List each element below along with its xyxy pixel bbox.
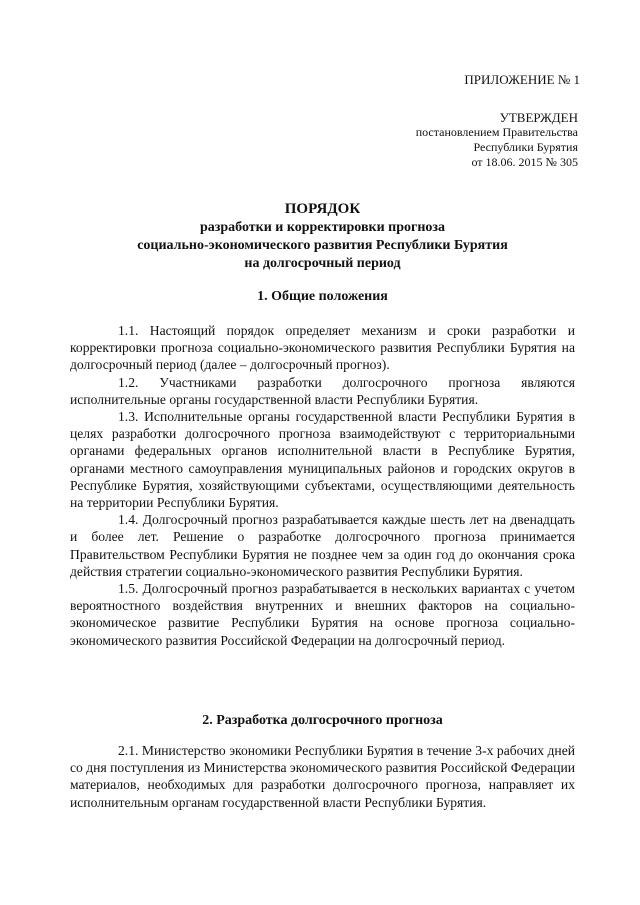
paragraph-1-4: 1.4. Долгосрочный прогноз разрабатывается каждые шесть лет на двенадцать и более лет. Решение о разработке долгосрочного прогноза принимается Правительством Республики Бурятия не позднее чем за один год до окончания срока действия стратегии социально-экономического развития Республики Бурятия.	[70, 512, 575, 579]
paragraph-1-1: 1.1. Настоящий порядок определяет механизм и сроки разработки и корректировки прогноза социально-экономического развития Республики Бурятия на долгосрочный период (далее – долгосрочный прогноз).	[70, 323, 575, 373]
section-1-title: 1. Общие положения	[257, 289, 388, 304]
title-line1: разработки и корректировки прогноза	[199, 220, 446, 235]
title-line2: социально-экономического развития Республики Бурятия	[137, 238, 508, 253]
section-2-body	[70, 742, 575, 811]
section-1-body	[70, 322, 575, 649]
title-main: ПОРЯДОК	[284, 201, 361, 217]
title-line3: на долгосрочный период	[244, 256, 401, 271]
paragraph-1-5: 1.5. Долгосрочный прогноз разрабатывается в нескольких вариантах с учетом вероятностного воздействия внутренних и внешних факторов на социально-экономическое развитие Республики Бурятия на основе прогноза социально-экономического развития Российской Федерации на долгосрочный период.	[70, 581, 575, 648]
paragraph-2-1: 2.1. Министерство экономики Республики Бурятия в течение 3-х рабочих дней со дня поступления из Министерства экономического развития Российской Федерации материалов, необходимых для разработки долгосрочного прогноза, направляет их исполнительным органам государственной власти Республики Бурятия.	[70, 743, 575, 810]
approval-date: от 18.06. 2015 № 305	[471, 155, 578, 169]
approved-by-line1: постановлением Правительства	[415, 125, 578, 139]
annex-label: ПРИЛОЖЕНИЕ № 1	[464, 72, 580, 87]
approval-block	[318, 110, 578, 170]
paragraph-1-2: 1.2. Участниками разработки долгосрочного прогноза являются исполнительные органы государственной власти Республики Бурятия.	[70, 374, 575, 407]
document-title	[70, 200, 575, 273]
section-2-title: 2. Разработка долгосрочного прогноза	[202, 713, 443, 728]
paragraph-1-3: 1.3. Исполнительные органы государственной власти Республики Бурятия в целях разработки долгосрочного прогноза взаимодействуют с территориальными органами федеральных органов исполнительной власти в Республике Бурятия, органами местного самоуправления муниципальных районов и городских округов в Республике Бурятия, хозяйствующими субъектами, осуществляющими деятельность на территории Республики Бурятия.	[70, 409, 575, 511]
approved-by-line2: Республики Бурятия	[473, 140, 578, 154]
approved-label: УТВЕРЖДЕН	[499, 110, 578, 125]
